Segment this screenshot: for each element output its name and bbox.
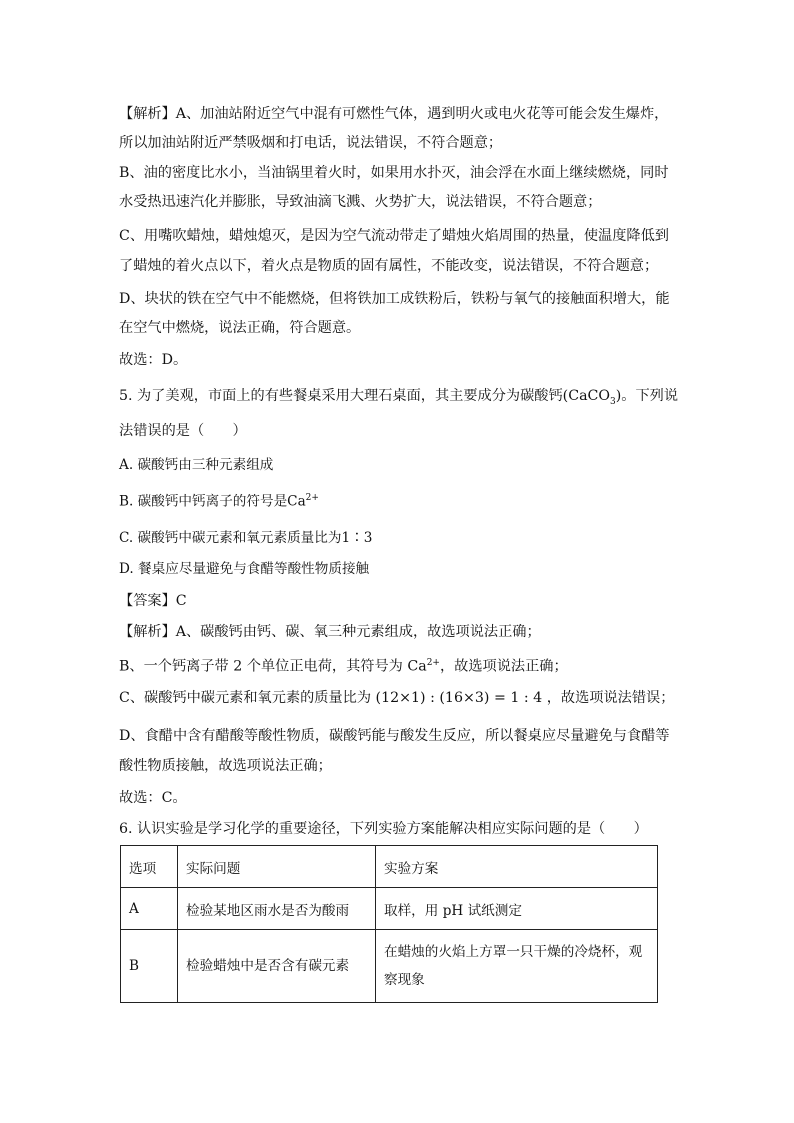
question-5-stem-cont: 法错误的是（ ） bbox=[119, 423, 247, 439]
analysis-line: 所以加油站附近严禁吸烟和打电话，说法错误，不符合题意； bbox=[119, 135, 503, 151]
table-cell-problem: 检验某地区雨水是否为酸雨 bbox=[178, 888, 376, 930]
analysis-line: 了蜡烛的着火点以下，着火点是物质的固有属性，不能改变，说法错误，不符合题意； bbox=[119, 258, 659, 274]
table-header-cell: 选项 bbox=[121, 846, 178, 888]
table-cell-option: B bbox=[121, 930, 178, 1003]
analysis-line: B、一个钙离子带 2 个单位正电荷，其符号为 $Ca^{2+}$，故选项说法正确； bbox=[119, 658, 568, 675]
analysis-line: 【解析】A、加油站附近空气中混有可燃性气体，遇到明火或电火花等可能会发生爆炸， bbox=[119, 106, 669, 122]
option-d: D. 餐桌应尽量避免与食醋等酸性物质接触 bbox=[119, 561, 370, 577]
table-row bbox=[121, 888, 658, 930]
option-b: B. 碳酸钙中钙离子的符号是$Ca^{2+}$ bbox=[119, 493, 319, 510]
question-5-stem: 5. 为了美观，市面上的有些餐桌采用大理石桌面，其主要成分为碳酸钙(CaCO$_3$)。下列说 bbox=[119, 388, 679, 407]
option-c: C. 碳酸钙中碳元素和氧元素质量比为1∶3 bbox=[119, 530, 373, 546]
answer-line: 【答案】C bbox=[119, 593, 187, 609]
table-row bbox=[121, 930, 658, 1003]
analysis-line: D、食醋中含有醋酸等酸性物质，碳酸钙能与酸发生反应，所以餐桌应尽量避免与食醋等 bbox=[119, 728, 670, 744]
analysis-line: 水受热迅速汽化并膨胀，导致油滴飞溅、火势扩大，说法错误，不符合题意； bbox=[119, 194, 602, 210]
analysis-line: B、油的密度比水小，当油锅里着火时，如果用水扑灭，油会浮在水面上继续燃烧，同时 bbox=[119, 165, 669, 181]
analysis-line: 在空气中燃烧，说法正确，符合题意。 bbox=[119, 320, 361, 336]
answer-line: 故选：D。 bbox=[119, 352, 188, 368]
table-header-cell: 实际问题 bbox=[178, 846, 376, 888]
table-cell-option: A bbox=[121, 888, 178, 930]
table-header-cell: 实验方案 bbox=[376, 846, 658, 888]
question-6-stem: 6. 认识实验是学习化学的重要途径，下列实验方案能解决相应实际问题的是（ ） bbox=[119, 821, 648, 837]
experiment-table bbox=[120, 845, 658, 1003]
analysis-line: C、用嘴吹蜡烛，蜡烛熄灭，是因为空气流动带走了蜡烛火焰周围的热量，使温度降低到 bbox=[119, 228, 669, 244]
analysis-line: D、块状的铁在空气中不能燃烧，但将铁加工成铁粉后，铁粉与氧气的接触面积增大，能 bbox=[119, 291, 670, 307]
analysis-line: C、碳酸钙中碳元素和氧元素的质量比为 (12×1) : (16×3) = 1 : 4 ，故选项说法错误； bbox=[119, 690, 675, 706]
table-cell-plan: 在蜡烛的火焰上方罩一只干燥的冷烧杯，观察现象 bbox=[376, 930, 658, 1003]
option-a: A. 碳酸钙由三种元素组成 bbox=[119, 457, 274, 473]
table-header-row bbox=[121, 846, 658, 888]
table-cell-problem: 检验蜡烛中是否含有碳元素 bbox=[178, 930, 376, 1003]
table-cell-plan: 取样，用 pH 试纸测定 bbox=[376, 888, 658, 930]
analysis-line: 【解析】A、碳酸钙由钙、碳、氧三种元素组成，故选项说法正确； bbox=[119, 624, 541, 640]
analysis-line: 酸性物质接触，故选项说法正确； bbox=[119, 758, 332, 774]
answer-line: 故选：C。 bbox=[119, 790, 187, 806]
